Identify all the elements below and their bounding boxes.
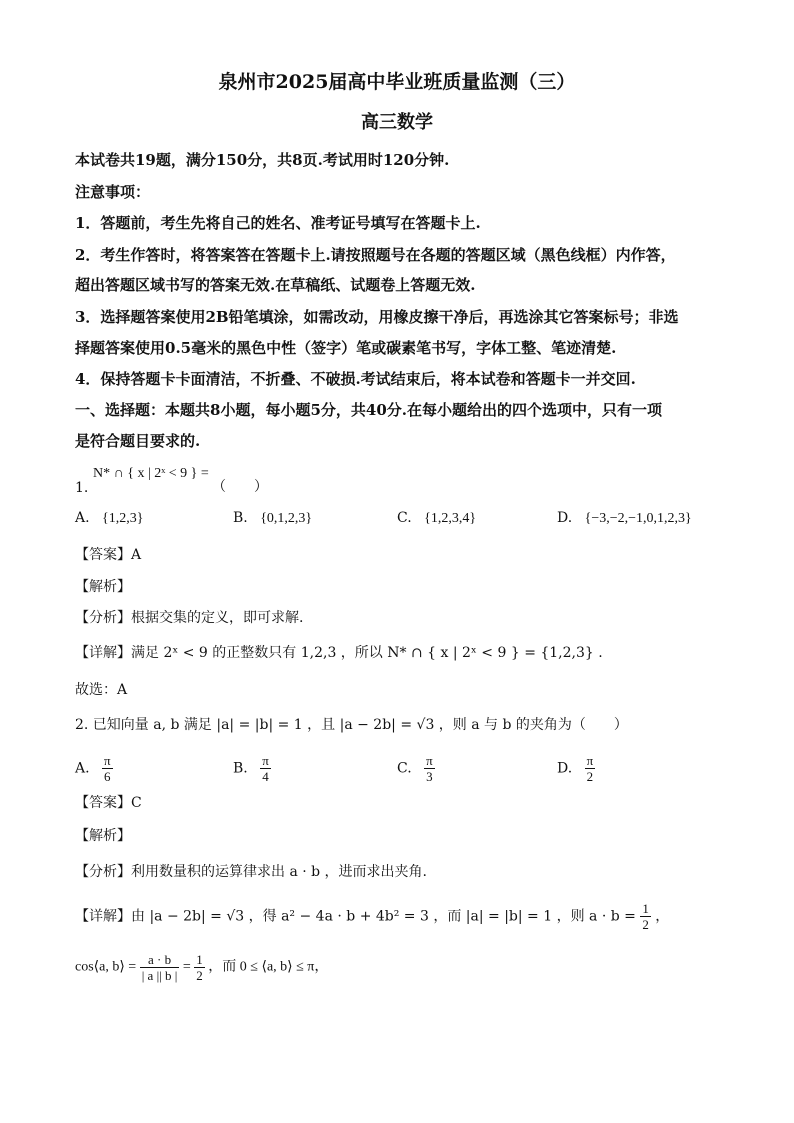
option-label: B. [233, 510, 248, 526]
question-2-detail-line-1 [75, 901, 669, 932]
option-label: D. [557, 510, 573, 526]
option-label: A. [75, 510, 90, 526]
question-1-option-c [397, 508, 476, 529]
question-1-detail: 【详解】满足 2ˣ < 9 的正整数只有 1,2,3 ，所以 N* ∩ { x | 2ˣ < 9 } = {1,2,3} . [75, 645, 603, 661]
fraction-numerator: π [426, 753, 433, 768]
question-1-option-a [75, 508, 143, 529]
cosine-lhs: cos⟨a, b⟩ = [75, 959, 137, 975]
question-1-option-b [233, 508, 312, 529]
option-text: {1,2,3,4} [424, 511, 477, 526]
section-1-heading-line-2: 是符合题目要求的. [75, 432, 201, 450]
exam-title: 泉州市2025届高中毕业班质量监测（三） [218, 71, 576, 93]
question-2-option-a [75, 753, 113, 784]
fraction-numerator: π [586, 753, 594, 768]
question-1-choice: 故选：A [75, 682, 128, 698]
fraction-numerator: a · b [140, 952, 180, 968]
option-label: C. [397, 760, 412, 777]
option-label: D. [557, 760, 573, 777]
fraction-denominator: 4 [262, 769, 269, 784]
notice-item-3-line-1: 3．选择题答案使用2B铅笔填涂，如需改动，用橡皮擦干净后，再选涂其它答案标号；非选 [75, 308, 679, 326]
question-1-option-d [557, 508, 692, 529]
notice-heading: 注意事项： [75, 183, 151, 201]
option-label: A. [75, 760, 90, 777]
fraction-numerator: 1 [642, 901, 649, 916]
result-fraction [194, 952, 205, 983]
option-fraction [260, 753, 271, 784]
fraction-denominator: 3 [426, 769, 433, 784]
option-text: {1,2,3} [102, 511, 144, 526]
fraction-numerator: 1 [196, 952, 203, 967]
notice-item-3-line-2: 择题答案使用0.5毫米的黑色中性（签字）笔或碳素笔书写，字体工整、笔迹清楚. [75, 339, 617, 357]
fraction-denominator: 6 [104, 769, 111, 784]
question-2-stem: 2. 已知向量 a, b 满足 |a| = |b| = 1 ，且 |a − 2b| = √3 ，则 a 与 b 的夹角为（ ） [75, 717, 628, 733]
option-fraction [102, 753, 113, 784]
question-2-option-b [233, 753, 271, 784]
notice-item-4: 4．保持答题卡卡面清洁，不折叠、不破损.考试结束后，将本试卷和答题卡一并交回. [75, 370, 636, 388]
notice-item-2-line-1: 2．考生作答时，将答案答在答题卡上.请按照题号在各题的答题区域（黑色线框）内作答， [75, 246, 676, 264]
option-fraction [424, 753, 435, 784]
question-2-detail-line-2 [75, 952, 328, 983]
option-label: B. [233, 760, 248, 777]
question-2-option-d [557, 753, 595, 784]
notice-item-1: 1．答题前，考生先将自己的姓名、准考证号填写在答题卡上. [75, 214, 481, 232]
section-1-heading-line-1: 一、选择题：本题共8小题，每小题5分，共40分.在每小题给出的四个选项中，只有一项 [75, 401, 662, 419]
question-2-option-c [397, 753, 435, 784]
question-1-paren: （ ） [212, 479, 268, 495]
question-1-analysis-label: 【解析】 [75, 579, 131, 595]
fraction-denominator: 2 [642, 917, 649, 932]
fraction-denominator: 2 [196, 968, 203, 983]
question-2-analysis-label: 【解析】 [75, 828, 131, 844]
question-1-fenxi: 【分析】根据交集的定义，即可求解. [75, 610, 304, 626]
exam-summary: 本试卷共19题，满分150分，共8页.考试用时120分钟. [75, 151, 450, 169]
detail-rest: ，而 0 ≤ ⟨a, b⟩ ≤ π， [208, 959, 329, 975]
fraction-denominator: | a || b | [141, 968, 178, 983]
fraction-denominator: 2 [586, 769, 594, 784]
detail-fraction [640, 901, 651, 932]
exam-subtitle: 高三数学 [361, 112, 433, 133]
detail-text: 【详解】由 |a − 2b| = √3 ，得 a² − 4a · b + 4b² = 3 ，而 |a| = |b| = 1 ，则 a · b = [75, 908, 636, 925]
fraction-numerator: π [262, 753, 269, 768]
option-text: {−3,−2,−1,0,1,2,3} [584, 511, 692, 526]
option-label: C. [397, 510, 412, 526]
option-fraction [585, 753, 596, 784]
question-1-number: 1. [75, 480, 89, 496]
detail-text-end: ， [655, 908, 670, 925]
question-2-fenxi: 【分析】利用数量积的运算律求出 a · b ，进而求出夹角. [75, 864, 428, 880]
fraction-numerator: π [104, 753, 111, 768]
option-text: {0,1,2,3} [260, 511, 313, 526]
question-1-stem: N* ∩ { x | 2ˣ < 9 } = [93, 466, 209, 481]
question-1-answer: 【答案】A [75, 547, 142, 563]
notice-item-2-line-2: 超出答题区域书写的答案无效.在草稿纸、试题卷上答题无效. [75, 276, 476, 294]
question-2-answer: 【答案】C [75, 795, 142, 811]
dot-product-fraction [140, 952, 180, 983]
equals-sign: = [182, 959, 191, 975]
